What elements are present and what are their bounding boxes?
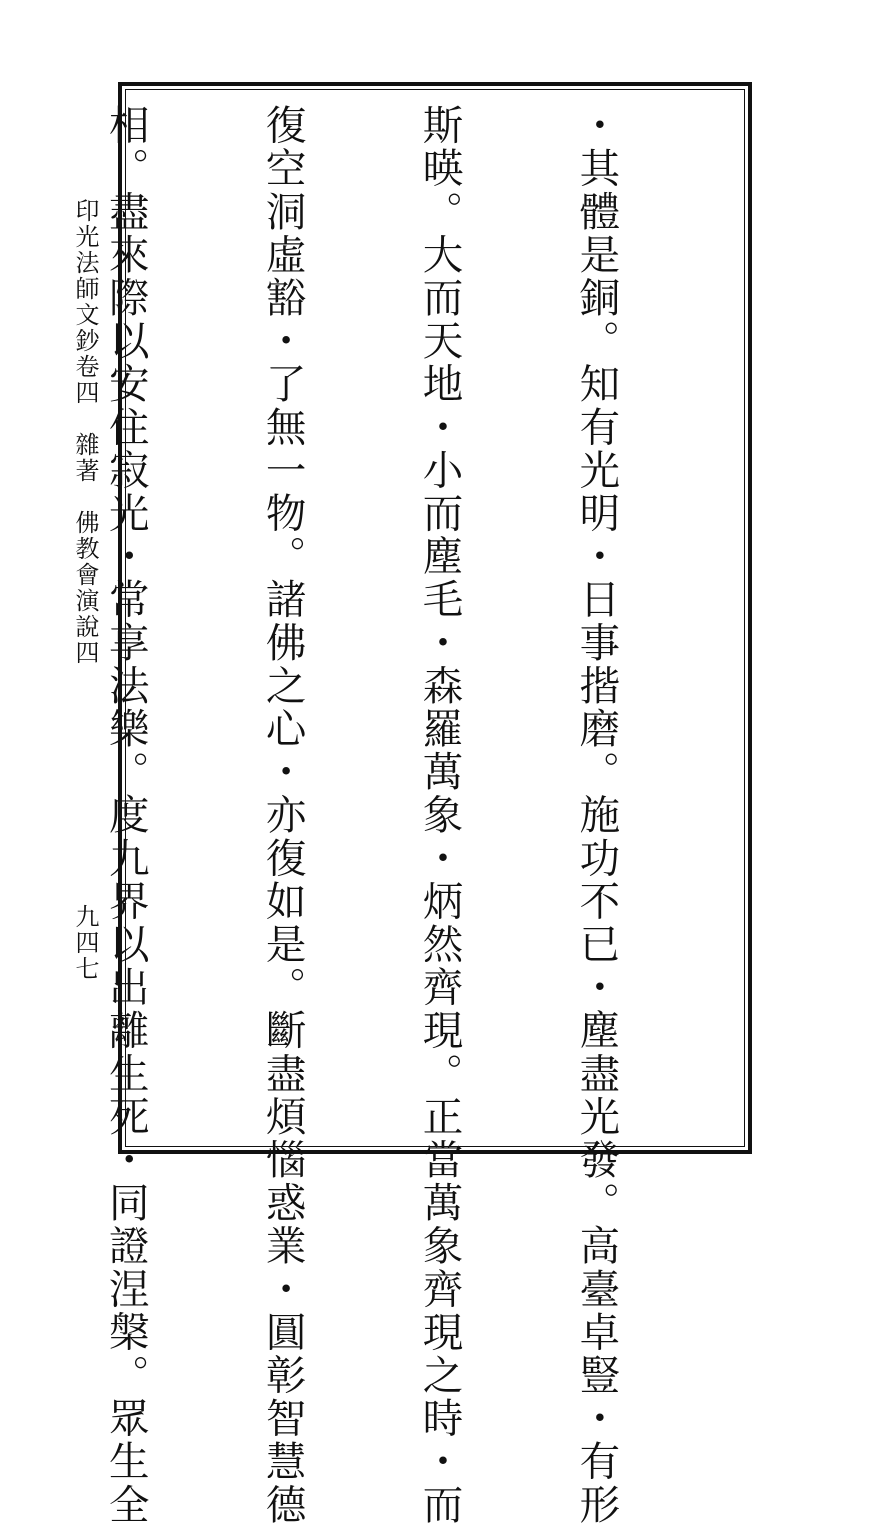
text-column: ・其體是銅。知有光明・日事揩磨。施功不已・塵盡光發。高臺卓豎・有形 [572,104,621,1526]
page-number: 九四七 [71,904,99,982]
text-column: 斯暎。大而天地・小而塵毛・森羅萬象・炳然齊現。正當萬象齊現之時・而 [415,104,464,1526]
book-title-margin: 印光法師文鈔卷四 雜著 佛教會演說四 [71,198,99,666]
main-text-block [0,104,727,1526]
text-column: 相。盡來際以安住寂光・常享法樂。度九界以出離生死・同證涅槃。眾生全 [101,104,150,1526]
text-column: 復空洞虛豁・了無一物。諸佛之心・亦復如是。斷盡煩惱惑業・圓彰智慧德 [258,104,307,1526]
